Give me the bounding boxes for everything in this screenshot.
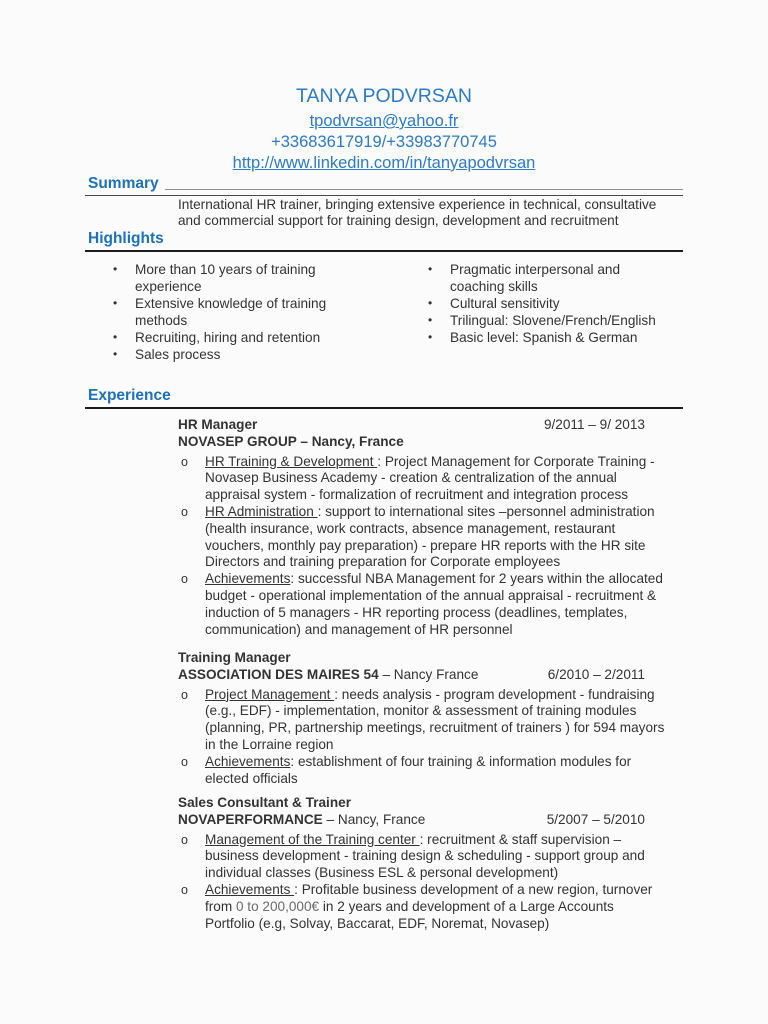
job-entry (178, 650, 665, 787)
section-rule (85, 250, 683, 252)
job-title: HR Manager (178, 417, 258, 432)
bullet-text: HR Administration : support to international sites –personnel administration (health insurance, work contracts, absence management, restaurant vouchers, monthly pay preparation) - prepare HR reports with the HR site Directors and training preparation for Corporate employees (205, 503, 655, 570)
section-rule (85, 407, 683, 409)
circle-bullet-icon: o (181, 882, 188, 897)
job-bullet (178, 571, 665, 638)
job-title: Training Manager (178, 650, 291, 665)
highlight-text: Trilingual: Slovene/French/English (450, 313, 656, 328)
circle-bullet-icon: o (181, 687, 188, 702)
circle-bullet-icon: o (181, 454, 188, 469)
job-bullet (178, 882, 665, 932)
job-entry (178, 417, 665, 638)
job-bullet (178, 504, 665, 571)
section-highlights (85, 230, 683, 252)
highlights-list-right (428, 261, 664, 346)
section-highlights-heading: Highlights (88, 230, 164, 247)
bullet-icon: • (113, 330, 118, 344)
job-company: NOVAPERFORMANCE – Nancy, France (178, 811, 426, 827)
turnover-amount: 0 to 200,000€ (235, 898, 320, 914)
list-item (428, 329, 664, 346)
highlight-text: Cultural sensitivity (450, 296, 560, 311)
job-bullet (178, 832, 665, 882)
contact-header (0, 84, 768, 174)
bullet-icon: • (428, 262, 433, 276)
list-item (113, 346, 341, 363)
circle-bullet-icon: o (181, 754, 188, 769)
job-company: ASSOCIATION DES MAIRES 54 – Nancy France (178, 666, 479, 682)
bullet-text: Achievements: establishment of four training & information modules for elected officials (205, 753, 632, 786)
circle-bullet-icon: o (181, 572, 188, 587)
bullet-icon: • (113, 347, 118, 361)
job-company: NOVASEP GROUP – Nancy, France (178, 433, 404, 449)
list-item (428, 261, 664, 295)
job-dates: 9/2011 – 9/ 2013 (543, 417, 645, 432)
highlight-text: Sales process (135, 347, 221, 362)
section-rule (85, 195, 683, 196)
bullet-text: Management of the Training center : recruitment & staff supervision – business development - training design & scheduling - support group and individual classes (Business ESL & personal development) (205, 831, 645, 881)
bullet-text: Achievements: successful NBA Management for 2 years within the allocated budget - operational implementation of the annual appraisal - recruitment & induction of 5 managers - HR reporting process (deadlines, templates, communication) and management of HR personnel (205, 571, 663, 637)
candidate-name: TANYA PODVRSAN (296, 85, 472, 107)
bullet-text: Project Management : needs analysis - program development - fundraising (e.g., EDF) - implementation, monitor & assessment of training modules (planning, PR, partnership meetings, recruitment of trainers ) for 594 mayors in the Lorraine region (205, 686, 665, 752)
heading-trailing-rule (165, 189, 683, 190)
bullet-text: HR Training & Development : Project Management for Corporate Training - Novasep Business Academy - creation & centralization of the annual appraisal system - formalization of recruitment and integration process (205, 453, 655, 503)
section-experience (85, 387, 683, 409)
list-item (428, 295, 664, 312)
circle-bullet-icon: o (181, 832, 188, 847)
linkedin-link[interactable]: http://www.linkedin.com/in/tanyapodvrsan (232, 154, 536, 172)
bullet-text: Achievements : Profitable business development of a new region, turnover from 0 to 200,000€ in 2 years and development of a Large Accounts Portfolio (e.g, Solvay, Baccarat, EDF, Noremat, Novasep) (205, 881, 653, 931)
section-summary-heading: Summary (88, 175, 159, 192)
summary-text: International HR trainer, bringing extensive experience in technical, consultative and commercial support for training design, development and recruitment (178, 197, 657, 228)
phone-number: +33683617919/+33983770745 (271, 133, 497, 151)
highlights-list-left (113, 261, 341, 363)
job-bullet (178, 454, 665, 504)
job-bullet (178, 687, 665, 754)
circle-bullet-icon: o (181, 504, 188, 519)
list-item (113, 329, 341, 346)
highlight-text: Pragmatic interpersonal and coaching skills (450, 262, 621, 294)
job-entry (178, 795, 665, 932)
section-summary (85, 175, 683, 196)
highlight-text: More than 10 years of training experience (135, 262, 316, 294)
highlight-text: Recruiting, hiring and retention (135, 330, 321, 345)
bullet-icon: • (113, 296, 118, 310)
job-dates: 5/2007 – 5/2010 (546, 811, 645, 827)
job-title: Sales Consultant & Trainer (178, 795, 351, 810)
bullet-icon: • (428, 296, 433, 310)
bullet-icon: • (113, 262, 118, 276)
email-link[interactable]: tpodvrsan@yahoo.fr (309, 112, 459, 130)
list-item (113, 295, 341, 329)
section-experience-heading: Experience (88, 387, 171, 404)
bullet-icon: • (428, 313, 433, 327)
highlight-text: Extensive knowledge of training methods (135, 296, 327, 328)
highlight-text: Basic level: Spanish & German (450, 330, 638, 345)
job-dates: 6/2010 – 2/2011 (547, 666, 645, 682)
bullet-icon: • (428, 330, 433, 344)
list-item (428, 312, 664, 329)
list-item (113, 261, 341, 295)
job-bullet (178, 754, 665, 788)
